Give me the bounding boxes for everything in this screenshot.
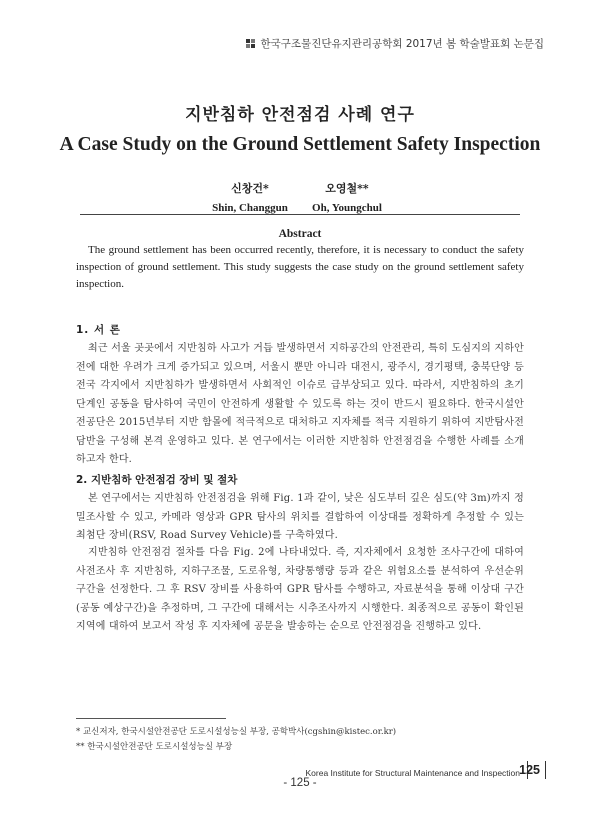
footer-page-number: 125: [519, 763, 540, 777]
section-2-heading: 2. 지반침하 안전점검 장비 및 절차: [76, 474, 238, 486]
footnote-1: * 교신저자, 한국시설안전공단 도로시설성능실 부장, 공학박사(cgshin@kistec.or.kr): [76, 727, 397, 737]
paper-title-english: A Case Study on the Ground Settlement Safety Inspection: [59, 134, 541, 155]
running-header-text: 한국구조물진단유지관리공학회 2017년 봄 학술발표회 논문집: [260, 38, 544, 50]
abstract-body: The ground settlement has been occurred recently, therefore, it is necessary to conduct the safety inspection of ground settlement. This study suggests the case study on the ground settlement safety inspection.: [76, 244, 524, 290]
author-divider: [80, 214, 520, 215]
author-2: [282, 180, 412, 214]
running-header: [246, 36, 544, 51]
author-1-english: Shin, Changgun: [212, 202, 288, 214]
paper-title-korean: 지반침하 안전점검 사례 연구: [185, 105, 415, 125]
footnote-divider: [76, 718, 226, 719]
author-1-korean: 신창건*: [231, 182, 269, 195]
footer-page-center: - 125 -: [283, 777, 317, 789]
author-2-korean: 오영철**: [325, 182, 369, 195]
footnote-2: ** 한국시설안전공단 도로시설성능실 부장: [76, 742, 233, 752]
author-2-english: Oh, Youngchul: [312, 202, 382, 214]
conference-logo-icon: [246, 39, 256, 49]
footer-journal-name: Korea Institute for Structural Maintenance and Inspection: [305, 768, 520, 778]
section-1-heading: 1. 서 론: [76, 324, 121, 336]
section-2-paragraph-1: 본 연구에서는 지반침하 안전점검을 위해 Fig. 1과 같이, 낮은 심도부터 깊은 심도(약 3m)까지 정밀조사할 수 있고, 카메라 영상과 GPR 탐사의 위치를 결합하여 이상대를 정확하게 추정할 수 있는 최첨단 장비(RSV, Road Survey Vehicle)를 구축하였다.: [76, 493, 524, 541]
abstract-heading: Abstract: [278, 228, 322, 240]
section-1-paragraph-1: 최근 서울 곳곳에서 지반침하 사고가 거듭 발생하면서 지하공간의 안전관리, 특히 도심지의 지하안전에 대한 우려가 크게 증가되고 있으며, 서울시 뿐만 아니라 대전시, 광주시, 경기평택, 충북단양 등 전국 각지에서 지반침하가 발생하면서 사회적인 이슈로 급부상되고 있다. 따라서, 지반침하의 초기 단계인 공동을 탐사하여 국민이 안전하게 생활할 수 있도록 하는 것이 반드시 필요하다. 한국시설안전공단은 2015년부터 지반 함몰에 적극적으로 대처하고 지자체를 적극 지원하기 위하여 지반탐사전담반을 구성해 본격 운영하고 있다. 본 연구에서는 이러한 지반침하 안전점검을 수행한 사례를 소개하고자 한다.: [76, 343, 524, 465]
section-2-paragraph-2: 지반침하 안전점검 절차를 다음 Fig. 2에 나타내었다. 즉, 지자체에서 요청한 조사구간에 대하여 사전조사 후 지반침하, 지하구조물, 도로유형, 차량통행량 등과 같은 위험요소를 분석하여 우선순위 구간을 선정한다. 그 후 RSV 장비를 사용하여 GPR 탐사를 수행하고, 자료분석을 통해 이상대 구간(공동 예상구간)을 추정하며, 그 구간에 대해서는 시추조사까지 시행한다. 최종적으로 공동이 확인된 지역에 대하여 보고서 작성 후 지자체에 공문을 발송하는 순으로 안전점검을 진행하고 있다.: [76, 547, 524, 632]
